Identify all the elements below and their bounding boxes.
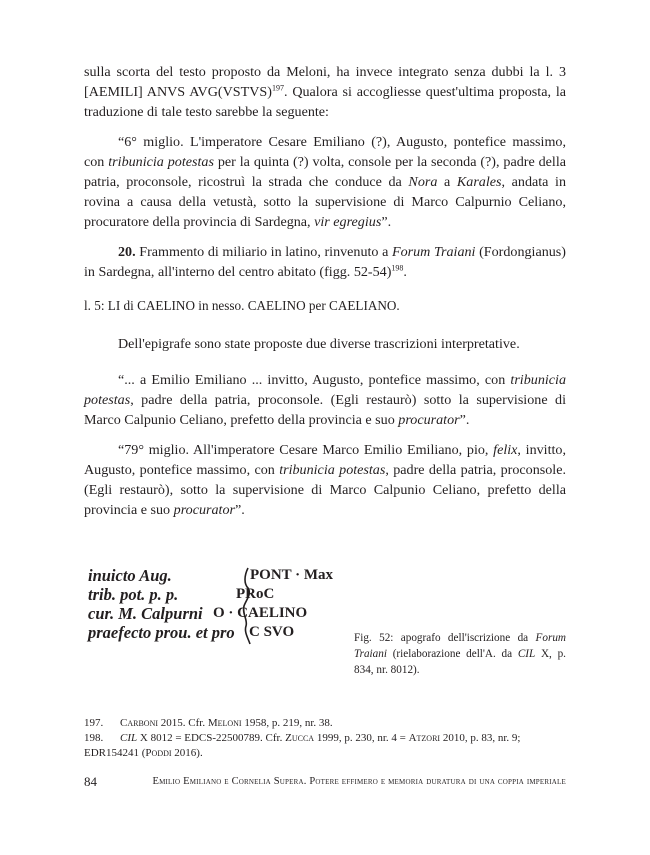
footnote-ref-198[interactable]: 198 xyxy=(391,263,404,273)
epigraphic-note: l. 5: LI di CAELINO in nesso. CAELINO per CAELIANO. xyxy=(84,298,400,313)
inscription-apograph xyxy=(88,566,358,646)
apograph-line-1: inuicto Aug. xyxy=(88,566,172,585)
footnote-198: 198. CIL X 8012 = EDCS-22500789. Cfr. Zucca 1999, p. 230, nr. 4 = Atzori 2010, p. 83, nr. 9; EDR154241 (Poddi 2016). xyxy=(84,732,521,759)
footnote-ref-197[interactable]: 197 xyxy=(271,83,284,93)
quote-translation-3: “79° miglio. All'imperatore Cesare Marco Emilio Emiliano, pio, felix, invitto, Augusto, pontefice massimo, con tribunicia potestas, padre della patria, proconsole. (Egli restaurò), sotto la supervisione di Marco Calpunio Celiano, prefetto della provincia e suo procurator”. xyxy=(84,442,566,518)
apograph-caps-1: PONT · Max xyxy=(250,567,334,583)
paragraph-transcriptions: Dell'epigrafe sono state proposte due diverse trascrizioni interpretative. xyxy=(118,336,520,352)
paragraph-meloni: sulla scorta del testo proposto da Meloni, ha invece integrato senza dubbi la l. 3 [AEMILI] ANVS AVG(VSTVS)$^{197}$. Qualora si accogliesse quest'ultima proposta, la traduzione di tale testo sarebbe la seguente: xyxy=(84,64,567,120)
apograph-line-3: cur. M. Calpurni xyxy=(88,604,203,623)
page-number: 84 xyxy=(84,774,97,789)
quote-translation-1: “6° miglio. L'imperatore Cesare Emiliano (?), Augusto, pontefice massimo, con tribunicia potestas per la quinta (?) volta, console per la seconda (?), padre della patria, proconsole, ricostruì la strada che conduce da Nora a Karales, andata in rovina a causa della vetustà, sotto la supervisione di Marco Calpurnio Celiano, procuratore della provincia di Sardegna, vir egregius”. xyxy=(84,134,567,230)
entry-20: 20. Frammento di miliario in latino, rinvenuto a Forum Traiani (Fordongianus) in Sardegna, all'interno del centro abitato (figg. 52-54)$^{198}$. xyxy=(84,244,566,280)
apograph-caps-2: PRoC xyxy=(236,586,275,602)
footnote-197: 197. Carboni 2015. Cfr. Meloni 1958, p. 219, nr. 38. xyxy=(84,717,333,729)
apograph-caps-3: O · CAELINO xyxy=(213,605,308,621)
apograph-caps-4: C SVO xyxy=(249,624,295,640)
figure-caption: Fig. 52: apografo dell'iscrizione da Forum Traiani (rielaborazione dell'A. da CIL X, p. 834, nr. 8012). xyxy=(354,632,566,676)
quote-translation-2: “... a Emilio Emiliano ... invitto, Augusto, pontefice massimo, con tribunicia potestas, padre della patria, proconsole. (Egli restaurò) sotto la supervisione di Marco Calpunio Celiano, prefetto della provincia e suo procurator”. xyxy=(84,372,566,428)
apograph-line-4: praefecto prou. et pro xyxy=(88,623,235,642)
entry-number: 20. xyxy=(118,244,136,260)
apograph-line-2: trib. pot. p. p. xyxy=(88,585,179,604)
running-title: Emilio Emiliano e Cornelia Supera. Potere effimero e memoria duratura di una coppia imperiale xyxy=(152,776,566,787)
